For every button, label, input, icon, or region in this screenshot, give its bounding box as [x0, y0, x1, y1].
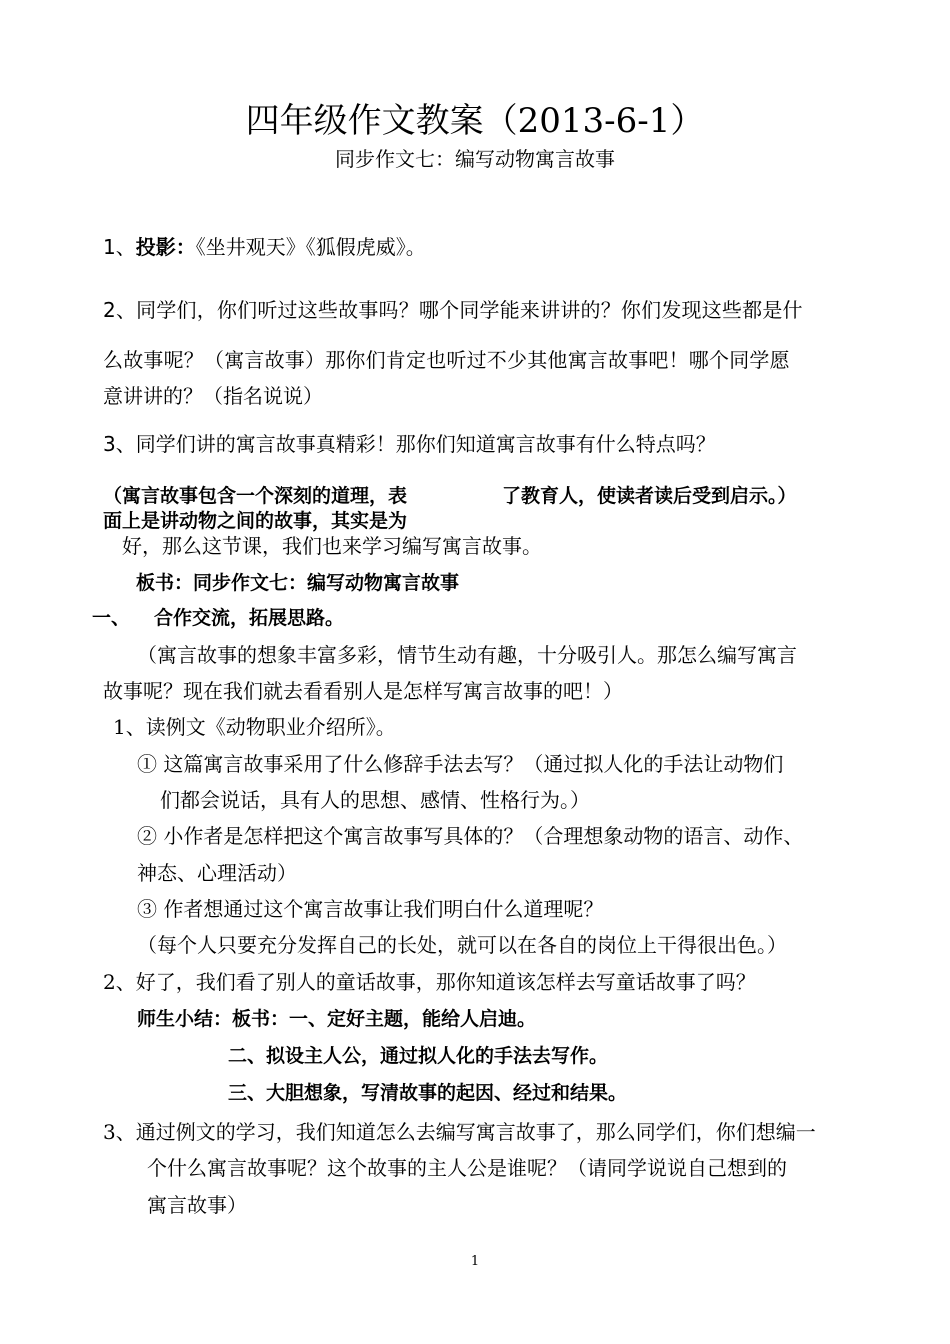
- paragraph-2-line-3: 意讲讲的？（指名说说）: [103, 384, 323, 408]
- section-1-heading: [92, 605, 344, 631]
- item-3-line-2: 个什么寓言故事呢？这个故事的主人公是谁呢？（请同学说说自己想到的: [147, 1156, 787, 1180]
- question-2-line-1: ② 小作者是怎样把这个寓言故事写具体的？（合理想象动物的语言、动作、: [137, 824, 804, 848]
- paragraph-2-line-1: [103, 297, 803, 323]
- paragraph-2-line-2: 么故事呢？（寓言故事）那你们肯定也听过不少其他寓言故事吧！哪个同学愿: [103, 348, 790, 372]
- section-1-para-line-2: 故事呢？现在我们就去看看别人是怎样写寓言故事的吧！）: [103, 679, 623, 703]
- item-1: 1、读例文《动物职业介绍所》。: [113, 715, 396, 739]
- intro-line: 好，那么这节课，我们也来学习编写寓言故事。: [122, 534, 542, 558]
- question-2-line-2: 神态、心理活动）: [137, 861, 297, 885]
- question-1-line-2: 们都会说话，具有人的思想、感情、性格行为。）: [160, 788, 590, 812]
- item-3-line-3: 寓言故事）: [147, 1193, 247, 1217]
- paragraph-1-label: 投影：: [135, 235, 196, 259]
- page-number: 1: [470, 1254, 480, 1269]
- item-3-line-1: 3、通过例文的学习，我们知道怎么去编写寓言故事了，那么同学们，你们想编一: [103, 1120, 816, 1144]
- section-1-para-line-1: （寓言故事的想象丰富多彩，情节生动有趣，十分吸引人。那怎么编写寓言: [137, 643, 797, 667]
- section-1-number: 一、: [92, 607, 131, 629]
- paragraph-3-number: 3: [103, 432, 116, 456]
- paragraph-3-text: 、同学们讲的寓言故事真精彩！那你们知道寓言故事有什么特点吗？: [115, 432, 716, 456]
- paragraph-1-number: 1、: [103, 235, 136, 259]
- page-title: 四年级作文教案（2013-6-1）: [245, 101, 705, 141]
- summary-line-2: 二、拟设主人公，通过拟人化的手法去写作。: [228, 1045, 609, 1067]
- section-1-title: 合作交流，拓展思路。: [154, 607, 345, 629]
- question-1-line-1: ① 这篇寓言故事采用了什么修辞手法去写？（通过拟人化的手法让动物们: [137, 752, 784, 776]
- paragraph-3: [103, 431, 716, 457]
- answer-col2: 了教育人，使读者读后受到启示。）: [502, 485, 797, 507]
- summary-line-1: 师生小结：板书：一、定好主题，能给人启迪。: [137, 1008, 537, 1030]
- question-3-line-1: ③ 作者想通过这个寓言故事让我们明白什么道理呢？: [137, 897, 604, 921]
- paragraph-2-text: 、同学们，你们听过这些故事吗？哪个同学能来讲讲的？你们发现这些都是什: [115, 298, 803, 322]
- summary-line-3: 三、大胆想象，写清故事的起因、经过和结果。: [228, 1082, 628, 1104]
- page-subtitle: 同步作文七：编写动物寓言故事: [335, 147, 615, 171]
- answer-col1-line-1: （寓言故事包含一个深刻的道理，表: [103, 485, 408, 507]
- paragraph-1: [103, 234, 426, 260]
- paragraph-1-text: 《坐井观天》《狐假虎威》。: [195, 235, 426, 259]
- answer-col1-line-2: 面上是讲动物之间的故事，其实是为: [103, 510, 408, 532]
- question-3-line-2: （每个人只要充分发挥自己的长处，就可以在各自的岗位上干得很出色。）: [137, 933, 787, 957]
- board-title: 板书：同步作文七：编写动物寓言故事: [136, 572, 460, 594]
- item-2: 2、好了，我们看了别人的童话故事，那你知道该怎样去写童话故事了吗？: [103, 970, 756, 994]
- paragraph-2-number: 2: [103, 298, 116, 322]
